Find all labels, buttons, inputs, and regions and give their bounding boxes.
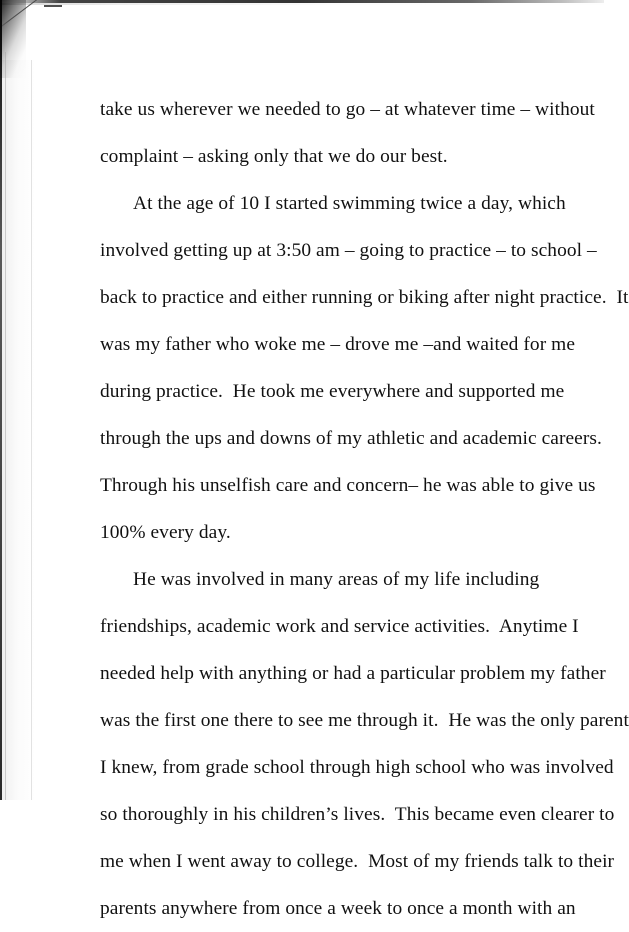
document-text-body <box>100 86 629 932</box>
text-line: back to practice and either running or biking after night practice. It <box>100 287 629 308</box>
page-fold-tick <box>44 5 62 7</box>
paragraph-involvement <box>100 556 629 932</box>
scan-streak-outer <box>31 60 32 800</box>
scan-streak-inner <box>5 52 6 800</box>
text-line: friendships, academic work and service activities. Anytime I <box>100 616 579 637</box>
page-left-border-line <box>0 0 2 800</box>
paragraph-continued <box>100 86 595 180</box>
scan-streak-top <box>0 3 604 5</box>
text-line: He was involved in many areas of my life including <box>133 569 540 590</box>
text-line: needed help with anything or had a particular problem my father <box>100 663 606 684</box>
text-line: through the ups and downs of my athletic and academic careers. <box>100 428 602 449</box>
page-margin-wash <box>2 60 36 800</box>
text-line: during practice. He took me everywhere and supported me <box>100 381 565 402</box>
paragraph-swimming <box>100 180 629 556</box>
text-line: At the age of 10 I started swimming twice a day, which <box>133 193 566 214</box>
text-line: complaint – asking only that we do our best. <box>100 146 448 167</box>
text-line: parents anywhere from once a week to once a month with an <box>100 898 576 919</box>
text-line: Through his unselfish care and concern– he was able to give us <box>100 475 596 496</box>
text-line: involved getting up at 3:50 am – going to practice – to school – <box>100 240 597 261</box>
page-fold-diagonal-line <box>0 0 54 31</box>
text-line: take us wherever we needed to go – at whatever time – without <box>100 99 595 120</box>
text-line: I knew, from grade school through high school who was involved <box>100 757 614 778</box>
text-line: me when I went away to college. Most of my friends talk to their <box>100 851 615 872</box>
text-line: so thoroughly in his children’s lives. This became even clearer to <box>100 804 615 825</box>
text-line: was my father who woke me – drove me –and waited for me <box>100 334 576 355</box>
text-line: 100% every day. <box>100 522 231 543</box>
folded-corner-shadow <box>0 0 26 78</box>
text-line: was the first one there to see me through it. He was the only parent <box>100 710 629 731</box>
scanner-top-edge-shadow <box>0 0 604 3</box>
